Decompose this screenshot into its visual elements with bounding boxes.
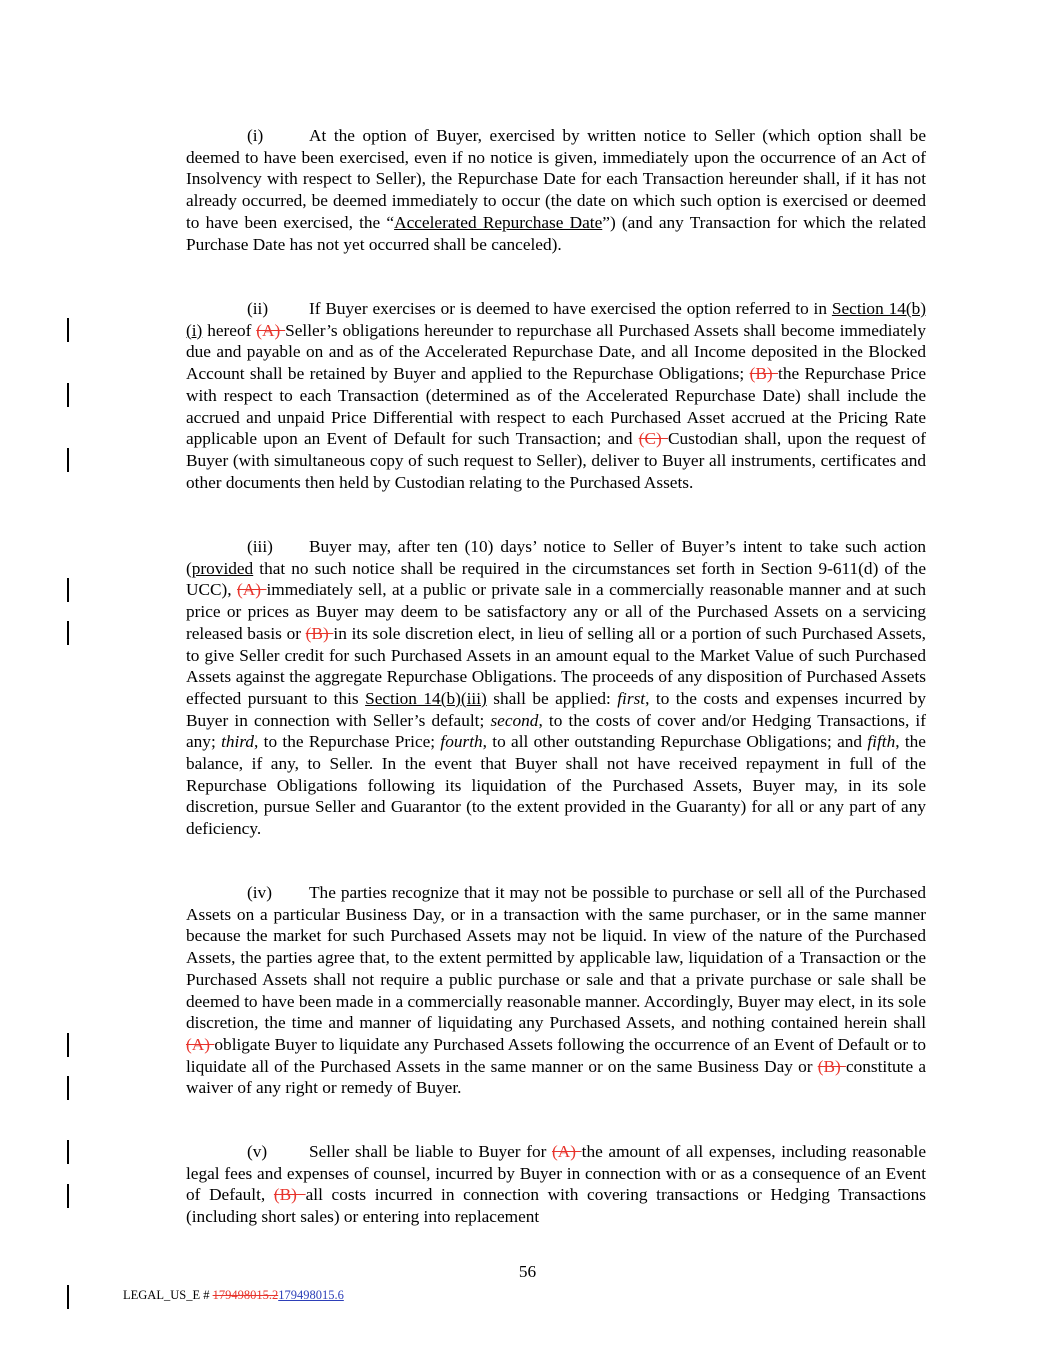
change-bar [67, 621, 69, 645]
ordinal-second: second [490, 710, 539, 730]
ordinal-fifth: fifth [867, 732, 896, 752]
paragraph-text: Buyer may, after ten (10) days’ notice to Seller of Buyer’s intent to take such action ( [186, 537, 926, 578]
footer-inserted-id: 179498015.6 [278, 1288, 344, 1302]
paragraph-number: (v) [247, 1142, 268, 1161]
footer-prefix: LEGAL_US_E # [123, 1288, 213, 1302]
paragraph-text: If Buyer exercises or is deemed to have exercised the option referred to in [309, 299, 832, 318]
paragraph-number: (ii) [247, 299, 269, 318]
paragraph-text: Seller’s obligations hereunder to repurchase all Purchased Assets shall become immediately due and payable on and as of the Accelerated Repurchase Date, and all Income deposited in the Blocked Account shall be retained by Buyer and applied to the Repurchase Obligations; [186, 320, 926, 384]
change-bar [67, 1184, 69, 1208]
paragraph-text: , to all other outstanding Repurchase Obligations; and [482, 732, 868, 752]
paragraph-text: , to the costs of cover and/or Hedging Transactions, if any; [186, 710, 926, 752]
provided-term: provided [191, 558, 254, 578]
change-bar [67, 383, 69, 407]
paragraph-text: ”) (and any Transaction for which the related Purchase Date has not yet occurred shall be canceled). [186, 212, 927, 254]
change-bar [67, 1140, 69, 1164]
paragraph-number: (iii) [247, 537, 273, 556]
document-footer [123, 1288, 344, 1303]
change-bar [67, 1076, 69, 1100]
paragraph-text: Custodian shall, upon the request of Buyer (with simultaneous copy of such request to Seller), deliver to Buyer all instruments, certificates and other documents then held by Custodian relating to the Purchased Assets. [186, 429, 927, 492]
change-bar [67, 1033, 69, 1057]
footer-deleted-id: 179498015.2 [212, 1288, 279, 1302]
deleted-text: (A) [256, 320, 286, 340]
paragraph-text: the Repurchase Price with respect to each Transaction (determined as of the Accelerated Repurchase Date) shall include the accrued and unpaid Price Differential with respect to each Purchased Asset accrued at the Pricing Rate applicable upon an Event of Default for such Transaction; and [186, 364, 926, 449]
change-bar [67, 1285, 69, 1309]
paragraph-text: The parties recognize that it may not be possible to purchase or sell all of the Purchased Assets on a particular Business Day, or in a transaction with the same purchaser, or in the same manner because the market for such Purchased Assets may not be liquid. In view of the nature of the Purchased Assets, the parties agree that, to the extent permitted by applicable law, liquidation of a Transaction or the Purchased Assets shall not require a public purchase or sale and that a private purchase or sale shall be deemed to have been made in a commercially reasonable manner. Accordingly, Buyer may elect, in its sole discretion, the time and manner of liquidating any Purchased Assets, and nothing contained herein shall [186, 883, 926, 1033]
deleted-text: (B) [749, 364, 779, 384]
change-bar [67, 448, 69, 472]
paragraph-text: shall be applied: [486, 688, 618, 708]
paragraph-text: in its sole discretion elect, in lieu of selling all or a portion of such Purchased Assets, to give Seller credit for such Purchased Assets in an amount equal to the Market Value of such Purchased Assets against the aggregate Repurchase Obligations. The proceeds of any disposition of Purchased Assets effected pursuant to this [186, 623, 926, 708]
ordinal-first: first [617, 688, 646, 708]
page-number: 56 [518, 1262, 537, 1281]
paragraph-text: Seller shall be liable to Buyer for [309, 1142, 552, 1161]
deleted-text: (A) [186, 1034, 215, 1054]
section-reference: Section 14(b)(iii) [365, 688, 487, 708]
deleted-text: (B) [817, 1056, 846, 1076]
paragraph-text: , the balance, if any, to Seller. In the event that Buyer shall not have received repayment in full of the Repurchase Obligations following its liquidation of the Purchased Assets, Buyer may, in its sole discretion, pursue Seller and Guarantor (to the extent provided in the Guaranty) for all or any part of any deficiency. [186, 732, 926, 839]
paragraph-text: , to the costs and expenses incurred by Buyer in connection with Seller’s default; [186, 688, 926, 730]
paragraph-iii [186, 536, 926, 840]
change-bar [67, 578, 69, 602]
paragraph-iv [186, 882, 926, 1099]
paragraph-text: At the option of Buyer, exercised by written notice to Seller (which option shall be deemed to have been exercised, even if no notice is given, immediately upon the occurrence of an Act of Insolvency with respect to Seller), the Repurchase Date for each Transaction hereunder shall, if it has not already occurred, be deemed immediately to occur (the date on which such option is exercised or deemed to have been exercised, the “ [186, 126, 926, 232]
section-reference: Section 14(b)(i) [186, 299, 926, 340]
deleted-text: (C) [638, 429, 668, 449]
paragraph-text: obligate Buyer to liquidate any Purchased Assets following the occurrence of an Event of Default or to liquidate all of the Purchased Assets in the same manner or on the same Business Day or [186, 1034, 927, 1076]
paragraph-text: that no such notice shall be required in the circumstances set forth in Section 9-611(d) of the UCC), [186, 558, 926, 600]
ordinal-third: third [221, 732, 255, 752]
deleted-text: (A) [552, 1142, 582, 1161]
paragraph-number: (i) [247, 126, 264, 145]
paragraph-text: all costs incurred in connection with covering transactions or Hedging Transactions (including short sales) or entering into replacement [186, 1185, 926, 1227]
deleted-text: (A) [237, 580, 267, 600]
change-bar [67, 318, 69, 342]
paragraph-text: , to the Repurchase Price; [254, 732, 441, 752]
paragraph-i [186, 125, 926, 255]
deleted-text: (B) [273, 1185, 306, 1205]
paragraph-text: hereof [202, 320, 257, 340]
paragraph-text: the amount of all expenses, including reasonable legal fees and expenses of counsel, incurred by Buyer in connection with or as a consequence of an Event of Default, [186, 1142, 926, 1205]
ordinal-fourth: fourth [440, 732, 483, 752]
defined-term: Accelerated Repurchase Date [394, 212, 603, 232]
paragraph-number: (iv) [247, 883, 272, 902]
paragraph-v [186, 1141, 926, 1228]
paragraph-text: immediately sell, at a public or private sale in a commercially reasonable manner and at such price or prices as Buyer may deem to be satisfactory any or all of the Purchased Assets on a servicing released basis or [186, 580, 926, 643]
deleted-text: (B) [305, 623, 334, 643]
paragraph-ii [186, 298, 926, 493]
paragraph-text: constitute a waiver of any right or remedy of Buyer. [186, 1056, 927, 1098]
